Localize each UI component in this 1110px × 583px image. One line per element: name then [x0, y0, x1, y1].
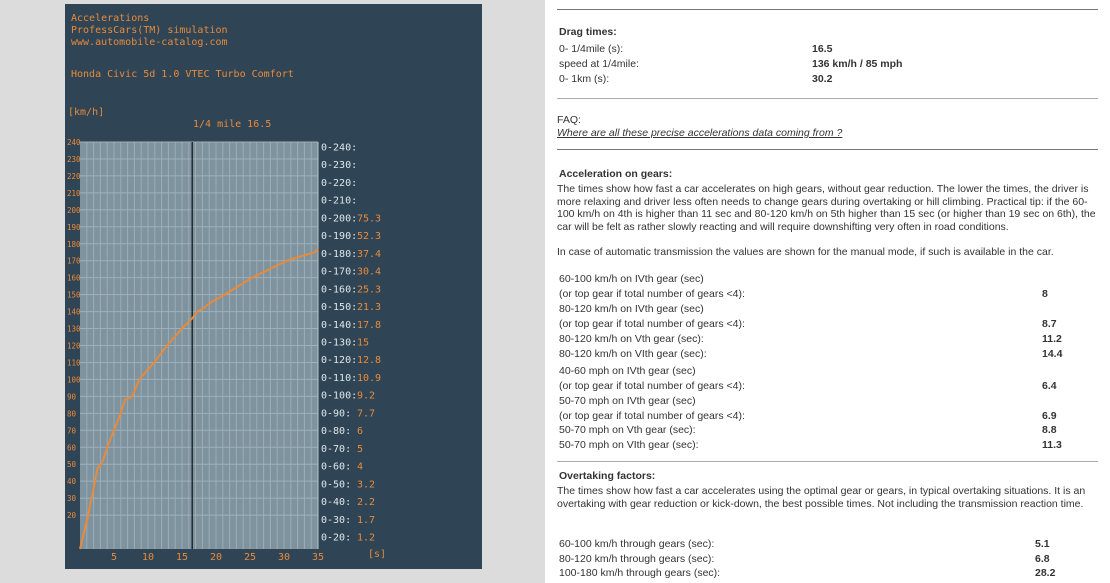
table-label: 0-120: — [321, 355, 358, 367]
table-label: 0-200: — [321, 213, 358, 225]
table-value: 17.8 — [357, 319, 382, 331]
y-tick-label: 120 — [67, 341, 81, 351]
y-tick-label: 210 — [67, 188, 81, 198]
y-tick-label: 160 — [67, 273, 81, 283]
table-value: 21.3 — [357, 302, 382, 314]
y-tick-label: 150 — [67, 290, 81, 300]
gear-row-value: 8.8 — [1042, 424, 1057, 436]
gear-row-value: 11.3 — [1042, 439, 1062, 451]
data-panel — [545, 0, 1110, 583]
overtaking-description: The times show how fast a car accelerates using the optimal gear or gears, in typical overtaking situations. It is an overtaking with gear reduction or kick-down, the best possible times. Not including the transmission reaction time. — [557, 485, 1086, 510]
table-label: 0-20: — [321, 532, 352, 544]
drag-row-value: 16.5 — [812, 43, 833, 55]
drag-row-label: speed at 1/4mile: — [559, 58, 639, 70]
y-tick-label: 200 — [67, 205, 81, 215]
gear-row-label: 50-70 mph on VIth gear (sec): — [559, 439, 699, 451]
drag-row-label: 0- 1km (s): — [559, 73, 610, 85]
overtaking-row-value: 5.1 — [1035, 538, 1050, 550]
y-tick-label: 180 — [67, 239, 81, 249]
y-tick-label: 170 — [67, 256, 81, 266]
y-tick-label: 190 — [67, 222, 81, 232]
gear-row-label: (or top gear if total number of gears <4): — [559, 288, 745, 300]
table-value: 4 — [357, 461, 364, 473]
x-tick-label: 5 — [110, 552, 118, 563]
acceleration-chart — [65, 4, 482, 569]
table-value: 3.2 — [357, 479, 376, 491]
x-tick-label: 30 — [277, 552, 291, 563]
gear-row-value: 14.4 — [1042, 348, 1063, 360]
acceleration-chart-panel — [65, 4, 482, 569]
divider — [557, 149, 1098, 150]
quarter-mile-label: 1/4 mile 16.5 — [193, 119, 272, 130]
y-tick-label: 30 — [67, 494, 77, 504]
x-tick-label: 10 — [141, 552, 155, 563]
table-value: 25.3 — [357, 284, 382, 296]
x-tick-label: 15 — [175, 552, 189, 563]
table-label: 0-180: — [321, 248, 358, 260]
divider — [557, 98, 1098, 99]
y-tick-label: 140 — [67, 307, 81, 317]
table-value: 5 — [357, 443, 364, 455]
gear-row-label: 80-120 km/h on Vth gear (sec): — [559, 333, 704, 345]
table-value: 9.2 — [357, 390, 376, 402]
gear-row-label: 80-120 km/h on IVth gear (sec) — [559, 303, 704, 315]
faq-link[interactable]: Where are all these precise accelerations data coming from ? — [557, 127, 843, 139]
table-value: 75.3 — [357, 213, 382, 225]
gear-row-value: 6.9 — [1042, 410, 1057, 422]
gear-row-label: 40-60 mph on IVth gear (sec) — [559, 365, 696, 377]
y-tick-label: 20 — [67, 511, 77, 521]
chart-header-line-2: ProfessCars(TM) simulation — [71, 25, 228, 36]
x-unit-label: [s] — [368, 549, 387, 560]
table-label: 0-80: — [321, 426, 352, 438]
y-unit-label: [km/h] — [68, 107, 105, 118]
gears-description: The times show how fast a car accelerates on high gears, without gear reduction. The lower the times, the driver is more relaxing and driver less often needs to change gears during overtaking or hill climbing. Practical tip: if the 60-100 km/h on 4th is higher than 11 sec and 80-120 km/h on 5th higher than 15 sec (or higher than 19 sec on 6th), the car will be felt as rather slowly reacting and will require downshifting very often in road conditions. — [557, 183, 1096, 233]
table-label: 0-140: — [321, 319, 358, 331]
table-label: 0-60: — [321, 461, 352, 473]
table-value: 52.3 — [357, 231, 382, 243]
table-label: 0-90: — [321, 408, 352, 420]
table-value: 37.4 — [357, 248, 382, 260]
table-value: 7.7 — [357, 408, 376, 420]
overtaking-row-value: 6.8 — [1035, 553, 1050, 565]
gears-note: In case of automatic transmission the values are shown for the manual mode, if such is available in the car. — [557, 246, 1054, 258]
chart-header-line-1: Accelerations — [71, 13, 150, 24]
gear-row-label: 50-70 mph on IVth gear (sec) — [559, 395, 696, 407]
y-tick-label: 110 — [67, 358, 81, 368]
gear-row-label: (or top gear if total number of gears <4): — [559, 380, 745, 392]
gear-row-value: 6.4 — [1042, 380, 1057, 392]
table-label: 0-230: — [321, 160, 358, 172]
y-tick-label: 230 — [67, 154, 81, 164]
y-tick-label: 60 — [67, 443, 77, 453]
chart-header-line-3: www.automobile-catalog.com — [71, 37, 228, 48]
table-label: 0-240: — [321, 142, 358, 154]
gear-row-label: (or top gear if total number of gears <4): — [559, 318, 745, 330]
table-label: 0-100: — [321, 390, 358, 402]
y-tick-label: 40 — [67, 477, 77, 487]
y-tick-label: 100 — [67, 375, 81, 385]
table-value: 15 — [357, 337, 370, 349]
divider — [557, 461, 1098, 462]
y-tick-label: 90 — [67, 392, 77, 402]
table-label: 0-30: — [321, 514, 352, 526]
gears-title: Acceleration on gears: — [559, 168, 673, 180]
overtaking-title: Overtaking factors: — [559, 470, 656, 482]
table-label: 0-70: — [321, 443, 352, 455]
y-tick-label: 70 — [67, 426, 77, 436]
gear-row-value: 8 — [1042, 288, 1048, 300]
divider — [557, 9, 1098, 10]
y-tick-label: 80 — [67, 409, 77, 419]
table-value: 1.7 — [357, 514, 376, 526]
y-tick-label: 240 — [67, 138, 81, 147]
drag-row-value: 30.2 — [812, 73, 833, 85]
car-name: Honda Civic 5d 1.0 VTEC Turbo Comfort — [71, 69, 294, 80]
x-tick-label: 25 — [243, 552, 257, 563]
gear-row-label: 50-70 mph on Vth gear (sec): — [559, 424, 696, 436]
overtaking-row-label: 60-100 km/h through gears (sec): — [559, 538, 715, 550]
table-value: 6 — [357, 426, 364, 438]
table-label: 0-150: — [321, 302, 358, 314]
faq-label: FAQ: — [557, 114, 581, 126]
x-tick-label: 20 — [209, 552, 223, 563]
table-label: 0-130: — [321, 337, 358, 349]
gear-row-label: 60-100 km/h on IVth gear (sec) — [559, 273, 704, 285]
gear-row-value: 8.7 — [1042, 318, 1057, 330]
table-value: 2.2 — [357, 497, 376, 509]
y-tick-label: 50 — [67, 460, 77, 470]
drag-row-value: 136 km/h / 85 mph — [812, 58, 903, 70]
drag-times-title: Drag times: — [559, 26, 617, 38]
drag-row-label: 0- 1/4mile (s): — [559, 43, 624, 55]
table-label: 0-220: — [321, 177, 358, 189]
x-tick-label: 35 — [311, 552, 325, 563]
y-tick-label: 220 — [67, 171, 81, 181]
table-label: 0-170: — [321, 266, 358, 278]
gear-row-value: 11.2 — [1042, 333, 1062, 345]
overtaking-row-value: 28.2 — [1035, 567, 1056, 579]
y-tick-label: 130 — [67, 324, 81, 334]
table-value: 12.8 — [357, 355, 382, 367]
table-label: 0-50: — [321, 479, 352, 491]
table-label: 0-40: — [321, 497, 352, 509]
overtaking-row-label: 80-120 km/h through gears (sec): — [559, 553, 715, 565]
table-value: 10.9 — [357, 372, 382, 384]
table-label: 0-110: — [321, 372, 358, 384]
table-label: 0-210: — [321, 195, 358, 207]
table-value: 30.4 — [357, 266, 382, 278]
table-label: 0-160: — [321, 284, 358, 296]
gear-row-label: (or top gear if total number of gears <4): — [559, 410, 745, 422]
table-value: 1.2 — [357, 532, 376, 544]
gear-row-label: 80-120 km/h on VIth gear (sec): — [559, 348, 707, 360]
overtaking-row-label: 100-180 km/h through gears (sec): — [559, 567, 721, 579]
table-label: 0-190: — [321, 231, 358, 243]
